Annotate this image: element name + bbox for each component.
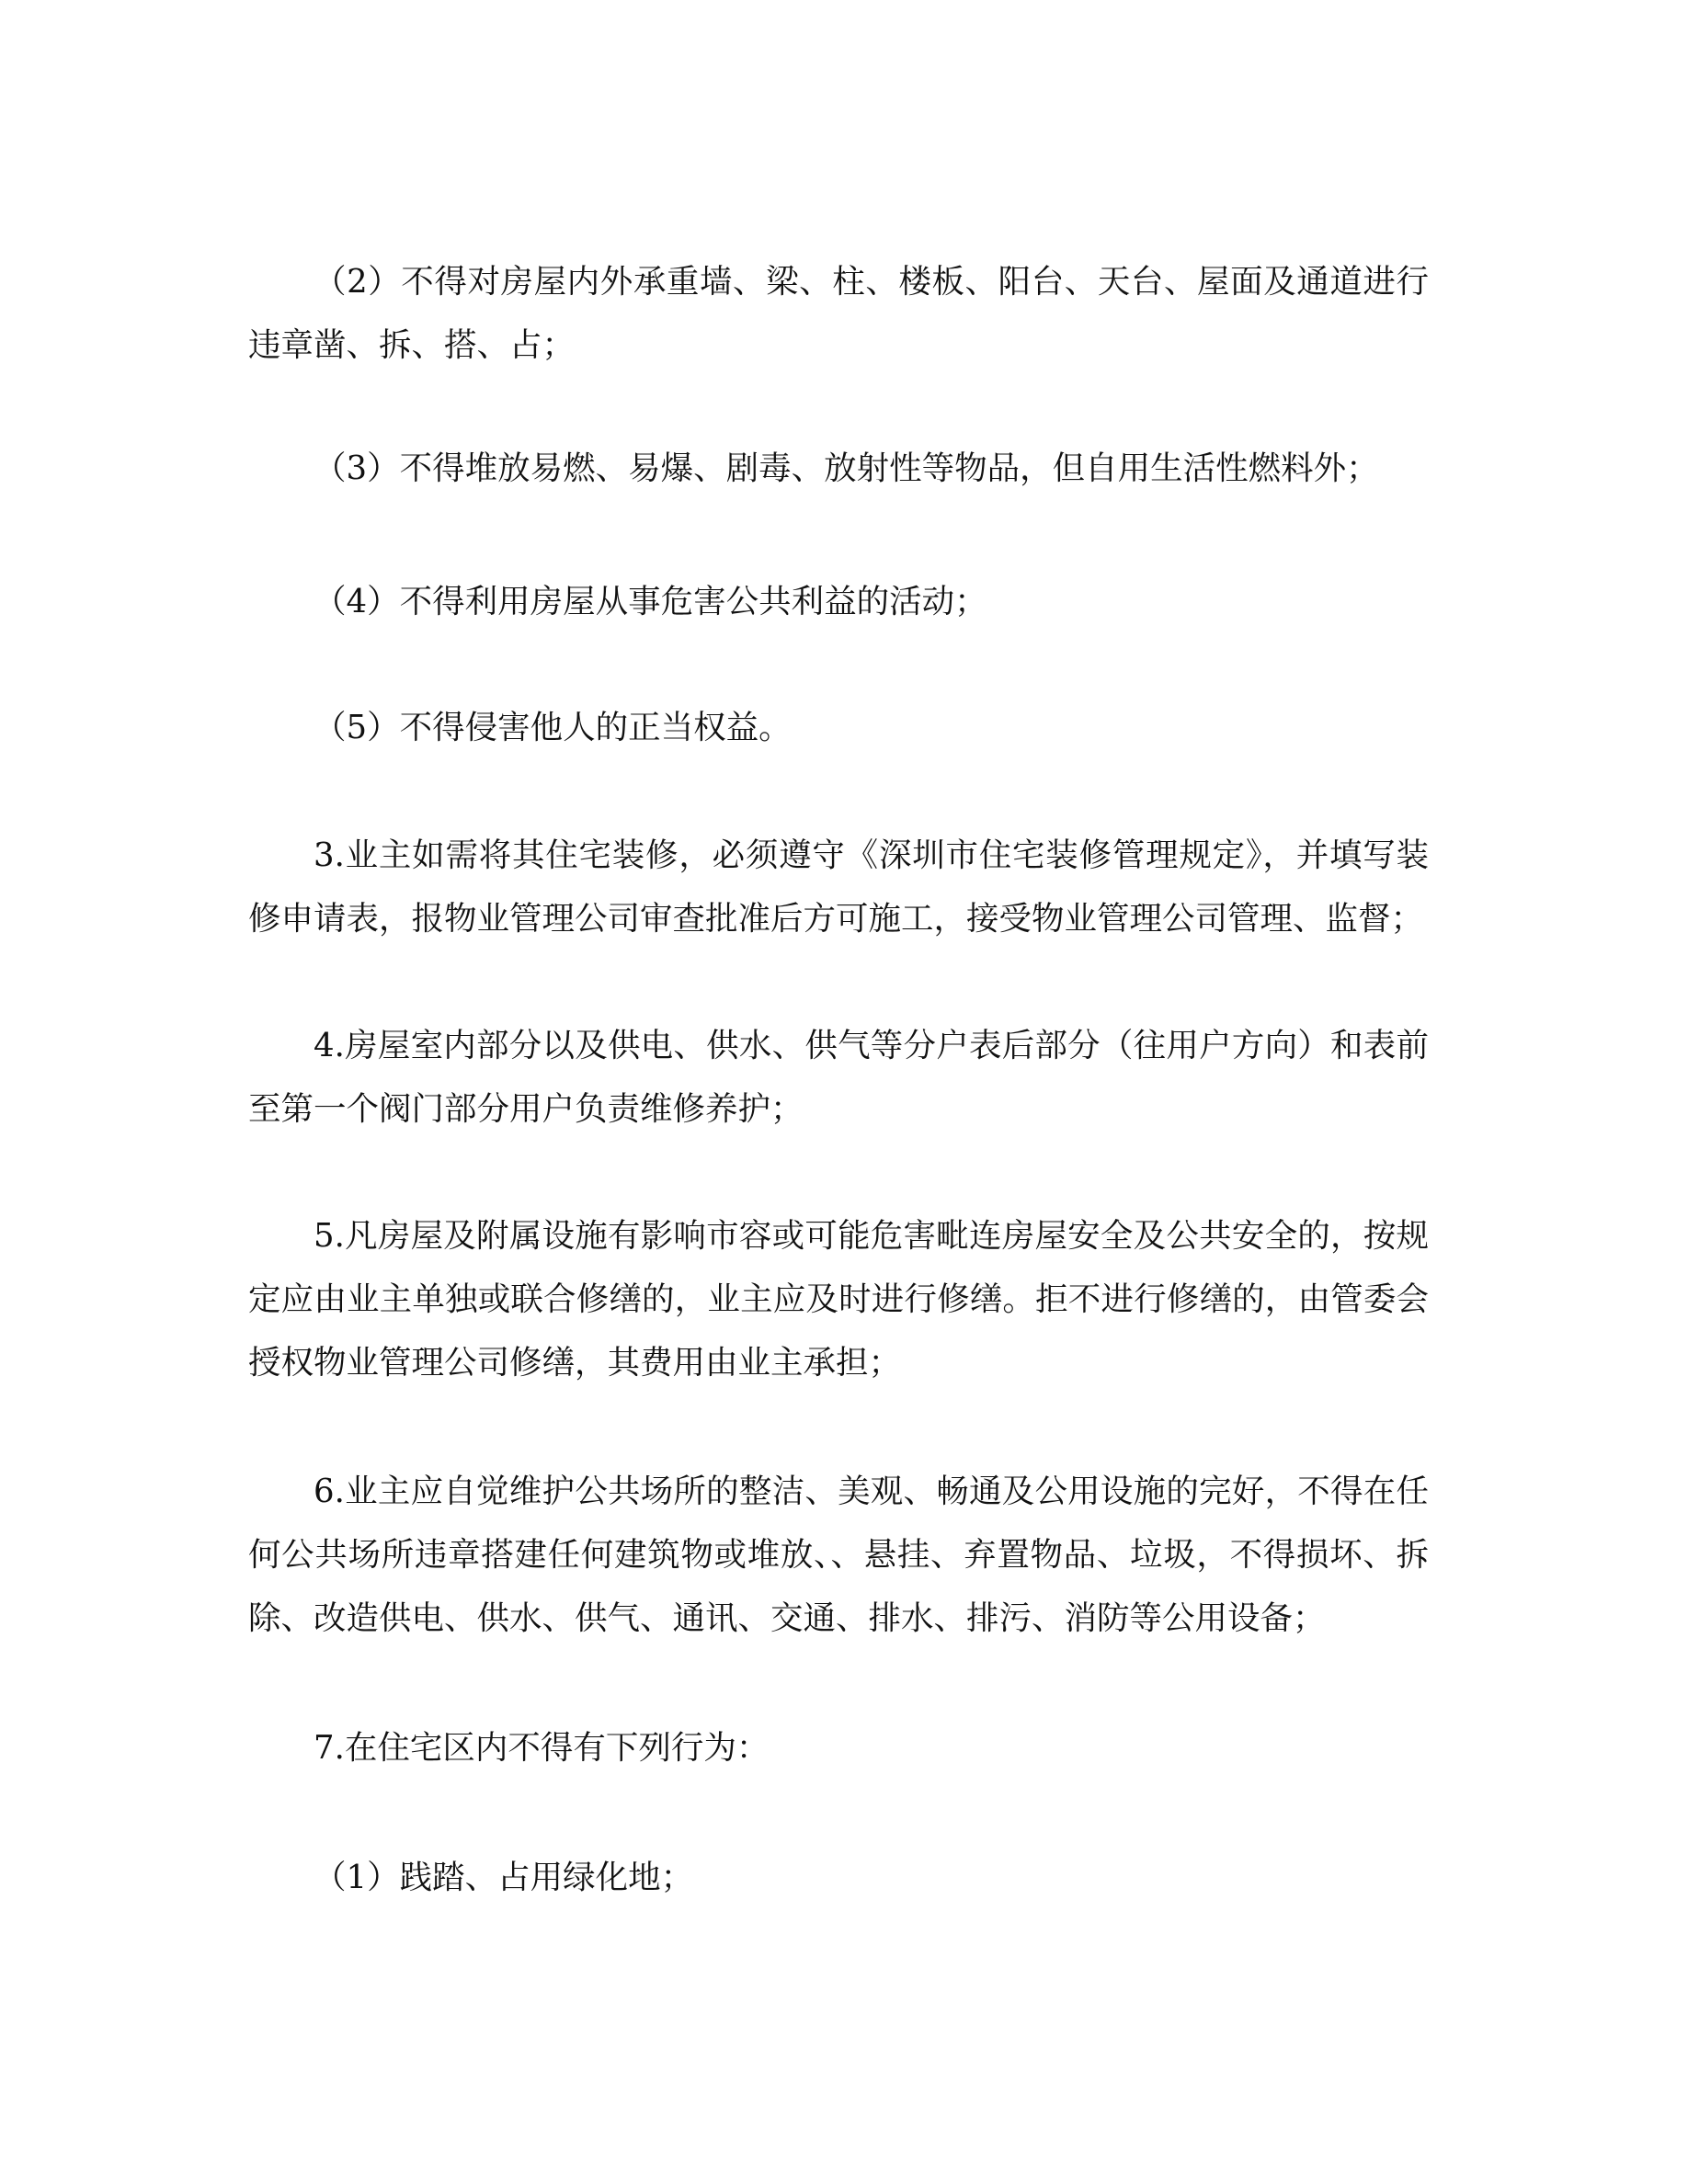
paragraph-renovation: 3.业主如需将其住宅装修，必须遵守《深圳市住宅装修管理规定》，并填写装修申请表，报物业管理公司审查批准后方可施工，接受物业管理公司管理、监督； bbox=[248, 836, 1429, 938]
paragraph-repairs: 5.凡房屋及附属设施有影响市容或可能危害毗连房屋安全及公共安全的，按规定应由业主单独或联合修缮的，业主应及时进行修缮。拒不进行修缮的，由管委会授权物业管理公司修缮，其费用由业主承担； bbox=[248, 1217, 1429, 1382]
paragraph-3-hazardous: （3）不得堆放易燃、易爆、剧毒、放射性等物品，但自用生活性燃料外； bbox=[314, 449, 1379, 487]
paragraph-4-public-interest: （4）不得利用房屋从事危害公共利益的活动； bbox=[314, 583, 987, 620]
paragraph-greenery: （1）践踏、占用绿化地； bbox=[314, 1859, 694, 1896]
paragraph-public-areas: 6.业主应自觉维护公共场所的整洁、美观、畅通及公用设施的完好，不得在任何公共场所违章搭建任何建筑物或堆放、、悬挂、弃置物品、垃圾，不得损坏、拆除、改造供电、供水、供气、通讯、交通、排水、排污、消防等公用设备； bbox=[248, 1473, 1429, 1637]
paragraph-maintenance: 4.房屋室内部分以及供电、供水、供气等分户表后部分（往用户方向）和表前至第一个阀门部分用户负责维修养护； bbox=[248, 1027, 1429, 1128]
paragraph-2-structural: （2）不得对房屋内外承重墙、梁、柱、楼板、阳台、天台、屋面及通道进行违章凿、拆、搭、占； bbox=[248, 263, 1429, 364]
paragraph-5-rights: （5）不得侵害他人的正当权益。 bbox=[314, 709, 792, 746]
paragraph-prohibited-behaviors: 7.在住宅区内不得有下列行为： bbox=[314, 1729, 770, 1767]
